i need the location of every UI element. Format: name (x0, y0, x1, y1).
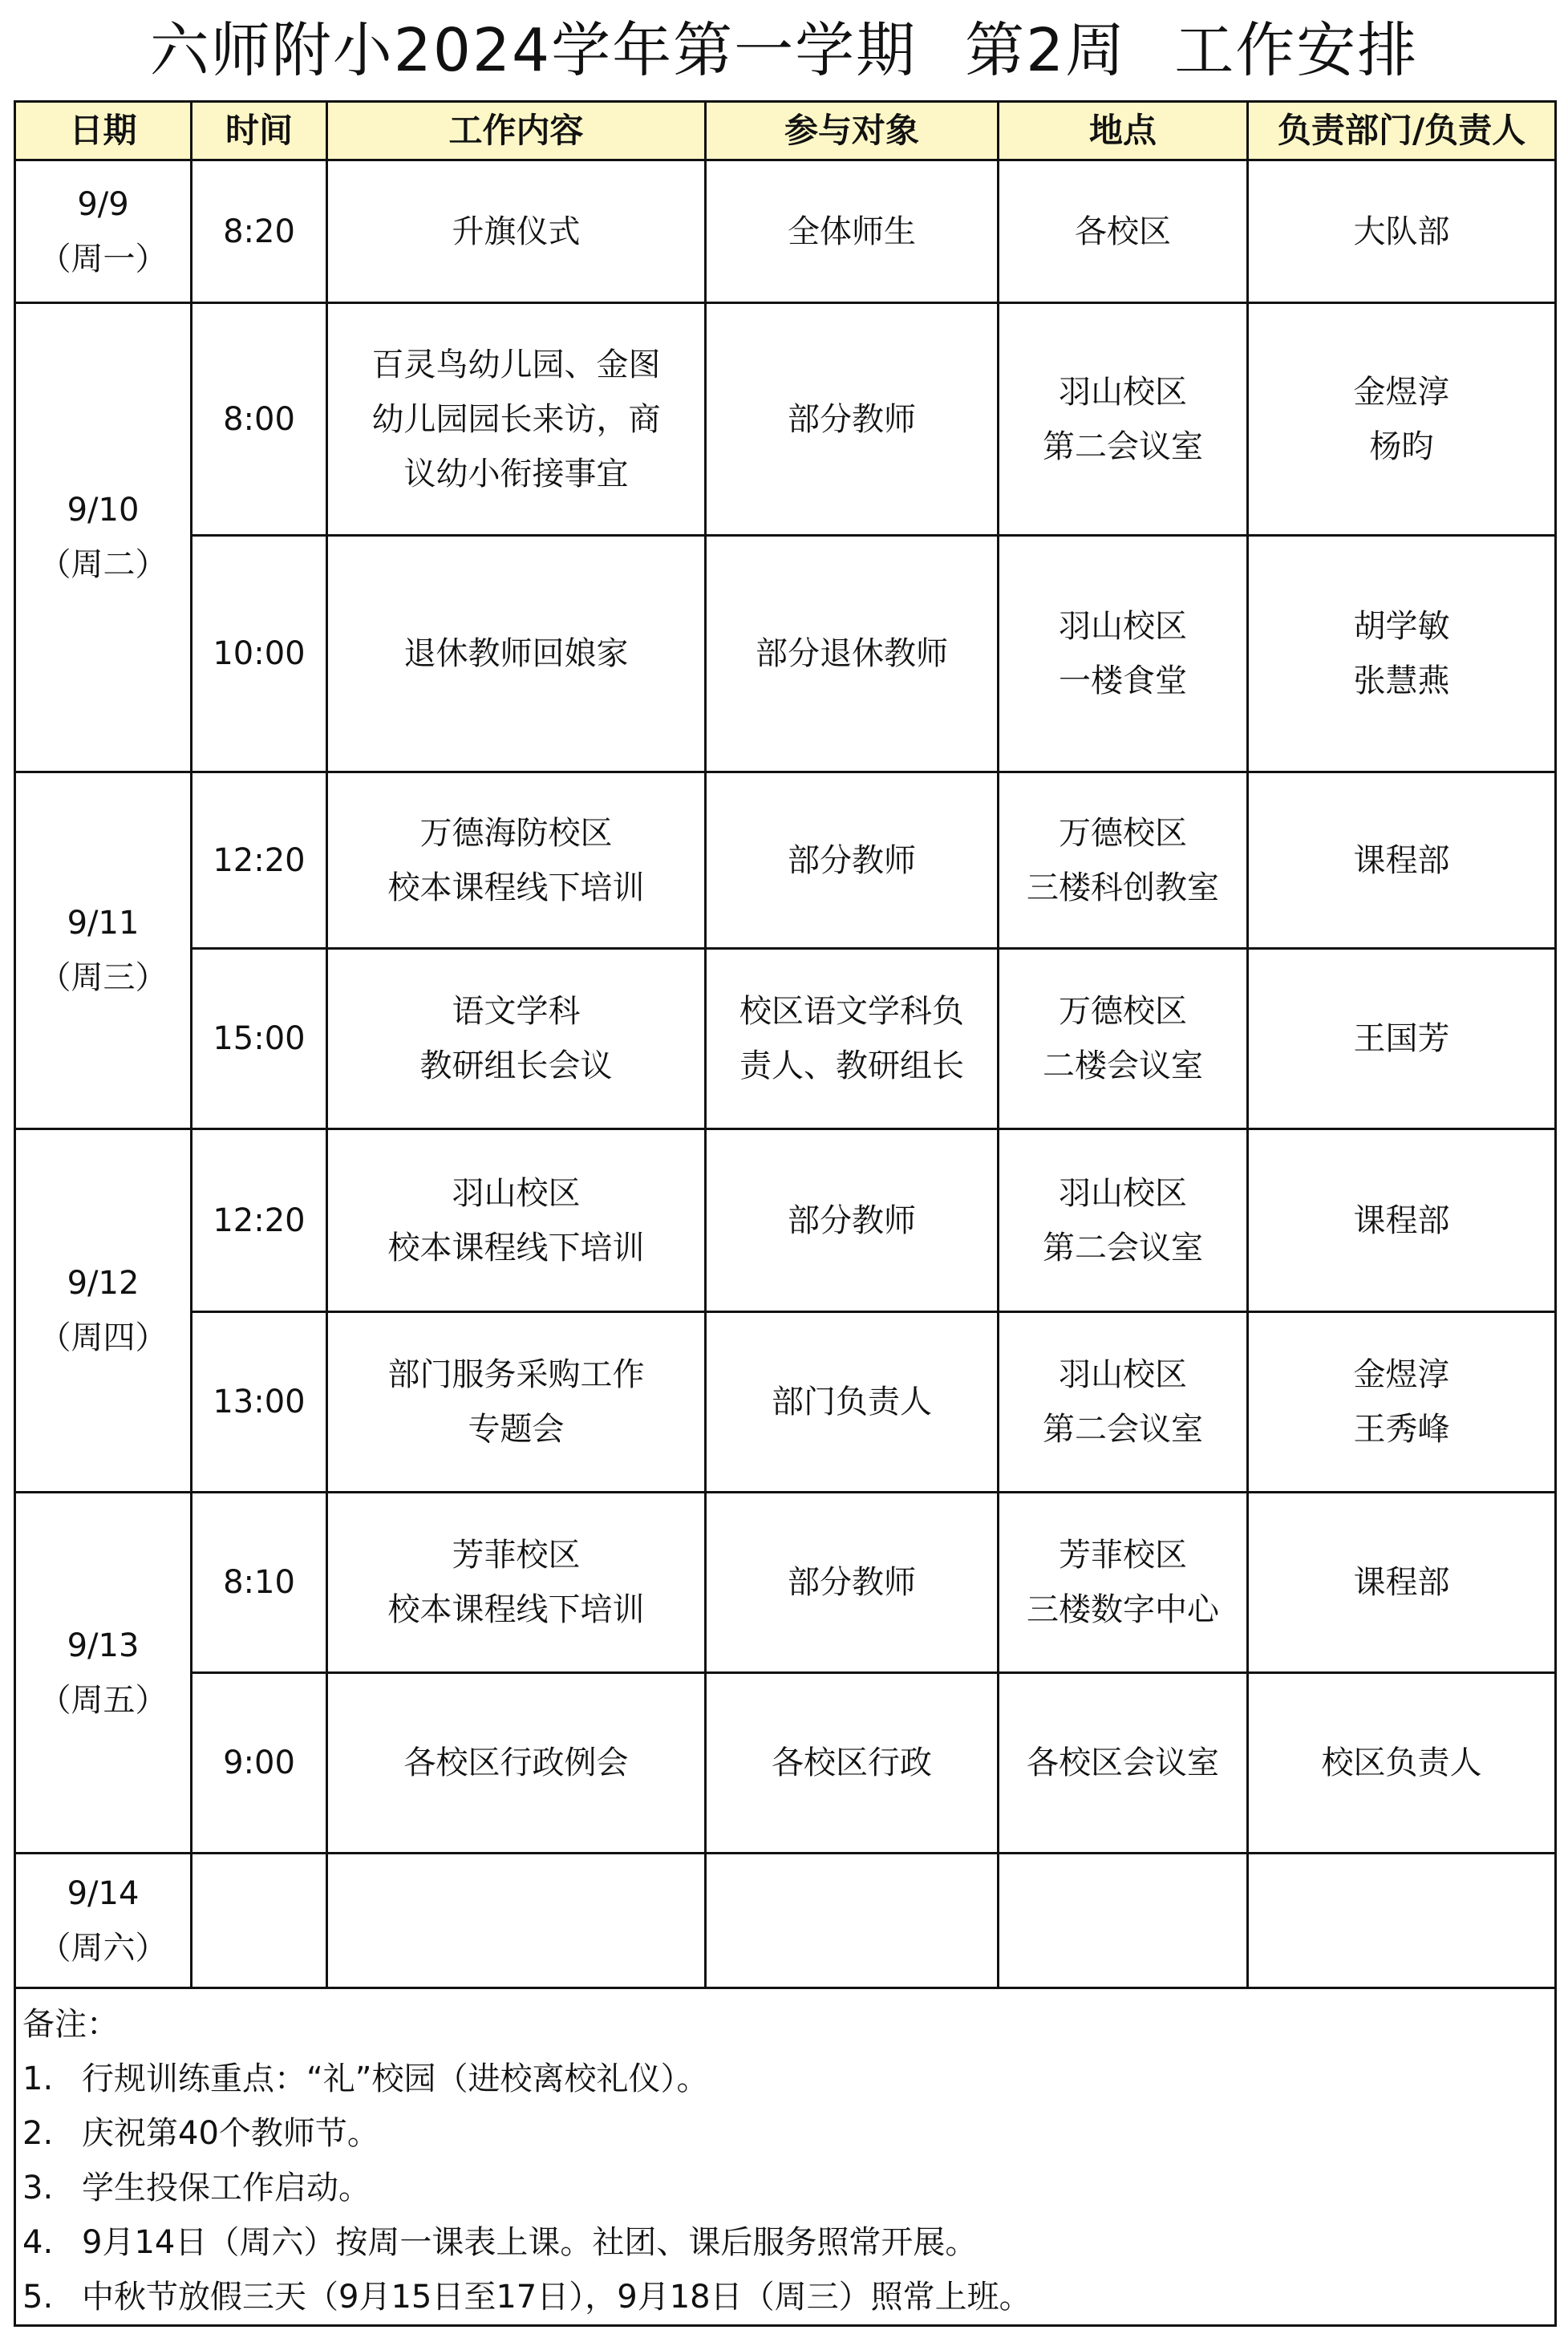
content-line: 教研组长会议 (419, 1047, 613, 1084)
table-row (15, 160, 1556, 303)
table-row (15, 1854, 1556, 1988)
title-school-term: 六师附小2024学年第一学期 (149, 16, 918, 85)
table-row (15, 1493, 1556, 1673)
owner-line: 张慧燕 (1353, 662, 1450, 699)
note-item (22, 2161, 1548, 2215)
content-line: 百灵鸟幼儿园、金图 (371, 346, 661, 383)
content-cell (327, 536, 706, 772)
location-line: 羽山校区 (1059, 1174, 1187, 1212)
weekday-text: （周五） (38, 1681, 168, 1719)
owner-line: 校区负责人 (1321, 1744, 1482, 1781)
header-location: 地点 (999, 102, 1248, 160)
content-cell (327, 1129, 706, 1312)
owner-cell (1248, 1673, 1556, 1854)
time-cell: 12:20 (192, 1129, 327, 1312)
note-item (22, 2106, 1548, 2161)
participants-line: 部分教师 (788, 1564, 916, 1601)
date-text: 9/10 (67, 492, 140, 529)
header-time: 时间 (192, 102, 327, 160)
owner-line: 王秀峰 (1353, 1411, 1450, 1448)
time-cell: 13:00 (192, 1312, 327, 1493)
content-line: 校本课程线下培训 (387, 1591, 645, 1628)
location-cell (999, 160, 1248, 303)
location-cell (999, 1673, 1248, 1854)
schedule-table (14, 100, 1557, 2327)
date-cell (15, 303, 192, 772)
participants-cell (706, 536, 999, 772)
page-title (0, 6, 1568, 95)
content-line: 各校区行政例会 (403, 1744, 629, 1781)
content-line: 校本课程线下培训 (387, 1229, 645, 1266)
location-cell (999, 1493, 1248, 1673)
owner-cell (1248, 160, 1556, 303)
table-row (15, 949, 1556, 1129)
table-row (15, 1673, 1556, 1854)
location-line: 各校区 (1075, 213, 1171, 250)
participants-line: 部分退休教师 (756, 635, 948, 672)
owner-cell (1248, 536, 1556, 772)
notes-heading: 备注： (22, 2006, 119, 2043)
note-number: 2. (22, 2115, 54, 2152)
owner-line: 课程部 (1353, 1564, 1450, 1601)
content-cell (327, 772, 706, 949)
location-line: 第二会议室 (1043, 427, 1203, 465)
location-line: 芳菲校区 (1059, 1537, 1187, 1574)
owner-cell (1248, 1493, 1556, 1673)
content-cell (327, 160, 706, 303)
content-cell (327, 949, 706, 1129)
weekday-text: （周四） (38, 1319, 168, 1356)
time-cell: 8:20 (192, 160, 327, 303)
table-row (15, 772, 1556, 949)
location-line: 第二会议室 (1043, 1411, 1203, 1448)
notes-row (15, 1988, 1556, 2326)
location-line: 三楼数字中心 (1027, 1591, 1219, 1628)
note-text: 学生投保工作启动。 (82, 2170, 371, 2206)
participants-cell (706, 1312, 999, 1493)
note-number: 3. (22, 2170, 54, 2206)
note-item (22, 2270, 1548, 2324)
date-cell (15, 160, 192, 303)
owner-line: 杨昀 (1369, 427, 1434, 465)
owner-cell (1248, 949, 1556, 1129)
content-cell (327, 1312, 706, 1493)
location-cell (999, 1312, 1248, 1493)
participants-cell (706, 772, 999, 949)
location-cell (999, 1129, 1248, 1312)
owner-line: 大队部 (1353, 213, 1450, 250)
participants-cell (706, 1854, 999, 1988)
content-line: 语文学科 (452, 993, 581, 1030)
time-cell: 12:20 (192, 772, 327, 949)
header-date: 日期 (15, 102, 192, 160)
content-line: 专题会 (468, 1411, 565, 1448)
note-text: 庆祝第40个教师节。 (82, 2115, 379, 2152)
content-line: 退休教师回娘家 (403, 635, 629, 672)
content-line: 芳菲校区 (452, 1537, 581, 1574)
owner-cell (1248, 772, 1556, 949)
location-line: 一楼食堂 (1059, 662, 1187, 699)
owner-line: 课程部 (1353, 1201, 1450, 1239)
weekday-text: （周一） (38, 240, 168, 278)
content-cell (327, 1493, 706, 1673)
participants-line: 校区语文学科负 (739, 993, 964, 1030)
date-text: 9/14 (67, 1874, 140, 1912)
note-text: 中秋节放假三天（9月15日至17日），9月18日（周三）照常上班。 (82, 2279, 1031, 2316)
participants-line: 各校区行政 (772, 1744, 932, 1781)
owner-line: 金煜淳 (1353, 373, 1450, 411)
date-text: 9/11 (67, 905, 140, 942)
table-row (15, 1312, 1556, 1493)
note-number: 5. (22, 2279, 54, 2316)
table-row (15, 1129, 1556, 1312)
participants-cell (706, 949, 999, 1129)
time-cell: 9:00 (192, 1673, 327, 1854)
owner-line: 金煜淳 (1353, 1356, 1450, 1393)
time-cell: 15:00 (192, 949, 327, 1129)
time-cell: 8:00 (192, 303, 327, 536)
participants-cell (706, 160, 999, 303)
note-text: 行规训练重点：“礼”校园（进校离校礼仪）。 (82, 2060, 709, 2097)
owner-line: 胡学敏 (1353, 608, 1450, 645)
location-cell (999, 303, 1248, 536)
location-cell (999, 536, 1248, 772)
owner-line: 课程部 (1353, 841, 1450, 879)
title-week: 第2周 (965, 16, 1127, 85)
note-item (22, 2052, 1548, 2106)
content-cell (327, 1673, 706, 1854)
location-line: 二楼会议室 (1043, 1047, 1203, 1084)
date-cell (15, 1854, 192, 1988)
header-owner: 负责部门/负责人 (1248, 102, 1556, 160)
owner-cell (1248, 1312, 1556, 1493)
date-cell (15, 1493, 192, 1854)
owner-line: 王国芳 (1353, 1020, 1450, 1057)
owner-cell (1248, 303, 1556, 536)
location-cell (999, 949, 1248, 1129)
weekday-text: （周二） (38, 546, 168, 583)
title-arrangement: 工作安排 (1174, 16, 1419, 85)
date-cell (15, 1129, 192, 1493)
notes-cell (15, 1988, 1556, 2326)
time-cell: 10:00 (192, 536, 327, 772)
location-line: 羽山校区 (1059, 1356, 1187, 1393)
date-text: 9/9 (77, 185, 129, 223)
date-text: 9/13 (67, 1627, 140, 1664)
content-line: 升旗仪式 (452, 213, 581, 250)
table-row (15, 303, 1556, 536)
participants-line: 部分教师 (788, 841, 916, 879)
participants-cell (706, 1129, 999, 1312)
header-row (15, 102, 1556, 160)
time-cell (192, 1854, 327, 1988)
note-text: 9月14日（周六）按周一课表上课。社团、课后服务照常开展。 (82, 2224, 978, 2261)
participants-cell (706, 1493, 999, 1673)
participants-line: 部分教师 (788, 1201, 916, 1239)
location-cell (999, 772, 1248, 949)
participants-line: 全体师生 (788, 213, 916, 250)
content-line: 幼儿园园长来访，商 (371, 400, 661, 438)
participants-line: 责人、教研组长 (739, 1047, 964, 1084)
location-cell (999, 1854, 1248, 1988)
date-text: 9/12 (67, 1265, 140, 1302)
location-line: 万德校区 (1059, 814, 1187, 852)
owner-cell (1248, 1854, 1556, 1988)
content-cell (327, 1854, 706, 1988)
location-line: 万德校区 (1059, 993, 1187, 1030)
content-line: 议幼小衔接事宜 (403, 455, 629, 492)
content-cell (327, 303, 706, 536)
location-line: 三楼科创教室 (1027, 869, 1219, 906)
participants-cell (706, 303, 999, 536)
content-line: 万德海防校区 (419, 814, 613, 852)
participants-line: 部分教师 (788, 400, 916, 438)
content-line: 校本课程线下培训 (387, 869, 645, 906)
weekday-text: （周三） (38, 959, 168, 996)
owner-cell (1248, 1129, 1556, 1312)
note-number: 4. (22, 2224, 54, 2261)
participants-line: 部门负责人 (772, 1384, 932, 1420)
date-cell (15, 772, 192, 1129)
note-item (22, 2215, 1548, 2270)
location-line: 各校区会议室 (1027, 1744, 1219, 1781)
location-line: 羽山校区 (1059, 608, 1187, 645)
header-participants: 参与对象 (706, 102, 999, 160)
time-cell: 8:10 (192, 1493, 327, 1673)
content-line: 羽山校区 (452, 1174, 581, 1212)
table-row (15, 536, 1556, 772)
participants-cell (706, 1673, 999, 1854)
weekday-text: （周六） (38, 1929, 168, 1967)
note-number: 1. (22, 2060, 54, 2097)
content-line: 部门服务采购工作 (387, 1356, 645, 1393)
location-line: 羽山校区 (1059, 373, 1187, 411)
header-content: 工作内容 (327, 102, 706, 160)
location-line: 第二会议室 (1043, 1229, 1203, 1266)
